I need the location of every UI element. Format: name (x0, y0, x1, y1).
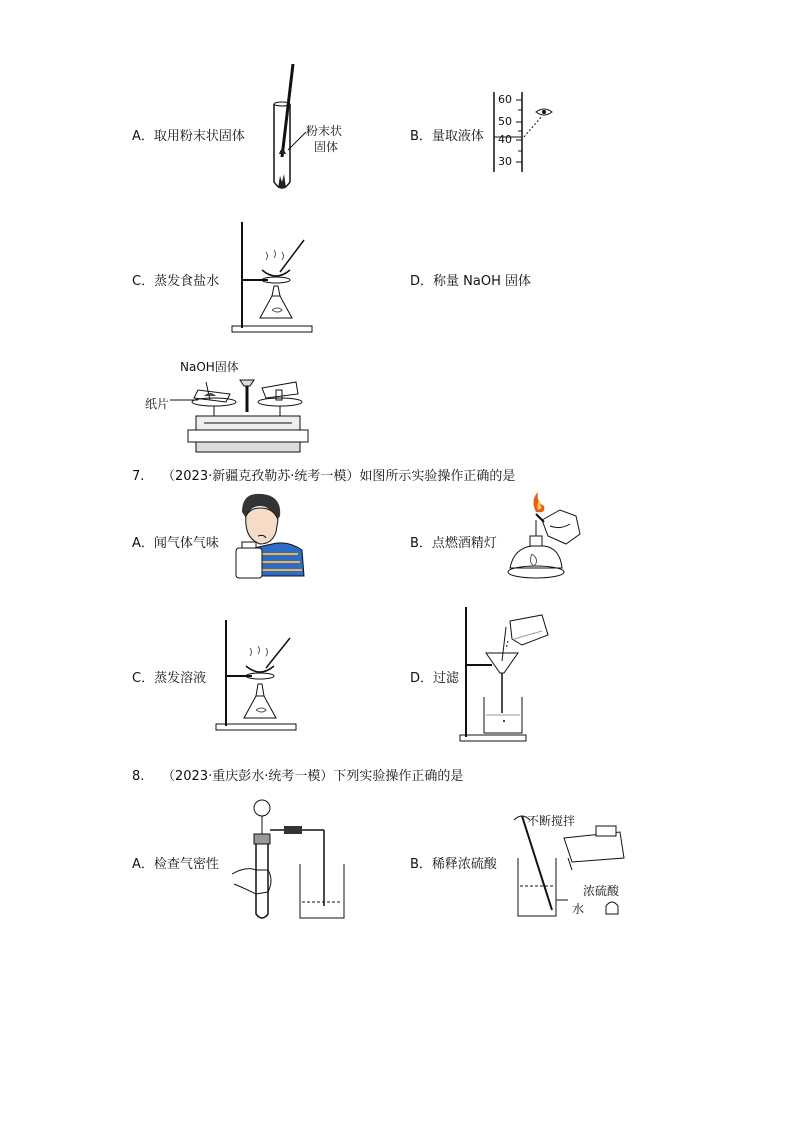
cylinder-tick-60: 60 (498, 93, 512, 106)
evaporation-solution-figure (212, 618, 302, 733)
q6-option-c: C．蒸发食盐水 (132, 274, 220, 289)
powder-label-1: 粉末状 (306, 124, 343, 138)
q6-option-a: A．取用粉末状固体 (132, 129, 245, 144)
q8-option-b: B．稀释浓硫酸 (410, 857, 497, 872)
cylinder-tick-30: 30 (498, 155, 512, 168)
q6-option-b: B．量取液体 (410, 129, 484, 144)
q7-option-c: C．蒸发溶液 (132, 671, 207, 686)
cylinder-tick-40: 40 (498, 133, 512, 146)
stir-label: 不断搅拌 (527, 814, 576, 828)
q8-number: 8. (132, 769, 145, 784)
paper-label: 纸片 (145, 397, 170, 411)
powder-label-2: 固体 (314, 140, 339, 154)
lighting-alcohol-lamp-figure (500, 490, 585, 585)
acid-label: 浓硫酸 (583, 884, 620, 898)
evaporation-salt-water-figure (228, 220, 318, 335)
q7-option-b: B．点燃酒精灯 (410, 536, 497, 551)
water-label: 水 (572, 902, 585, 916)
q7-number: 7. (132, 469, 145, 484)
filtration-figure (460, 605, 555, 745)
airtightness-check-figure (228, 798, 358, 923)
q7-text: （2023·新疆克孜勒苏·统考一模）如图所示实验操作正确的是 (162, 469, 516, 484)
smelling-gas-figure (232, 492, 307, 582)
q7-option-d: D．过滤 (410, 671, 460, 686)
q7-option-a: A．闻气体气味 (132, 536, 219, 551)
q8-option-a: A．检查气密性 (132, 857, 219, 872)
q8-heading (132, 765, 463, 784)
q7-heading (132, 465, 515, 484)
cylinder-tick-50: 50 (498, 115, 512, 128)
naoh-solid-label: NaOH固体 (180, 360, 239, 374)
q6-option-d: D．称量 NaOH 固体 (410, 274, 531, 289)
balance-figure (170, 372, 320, 457)
q8-text: （2023·重庆彭水·统考一模）下列实验操作正确的是 (162, 769, 464, 784)
